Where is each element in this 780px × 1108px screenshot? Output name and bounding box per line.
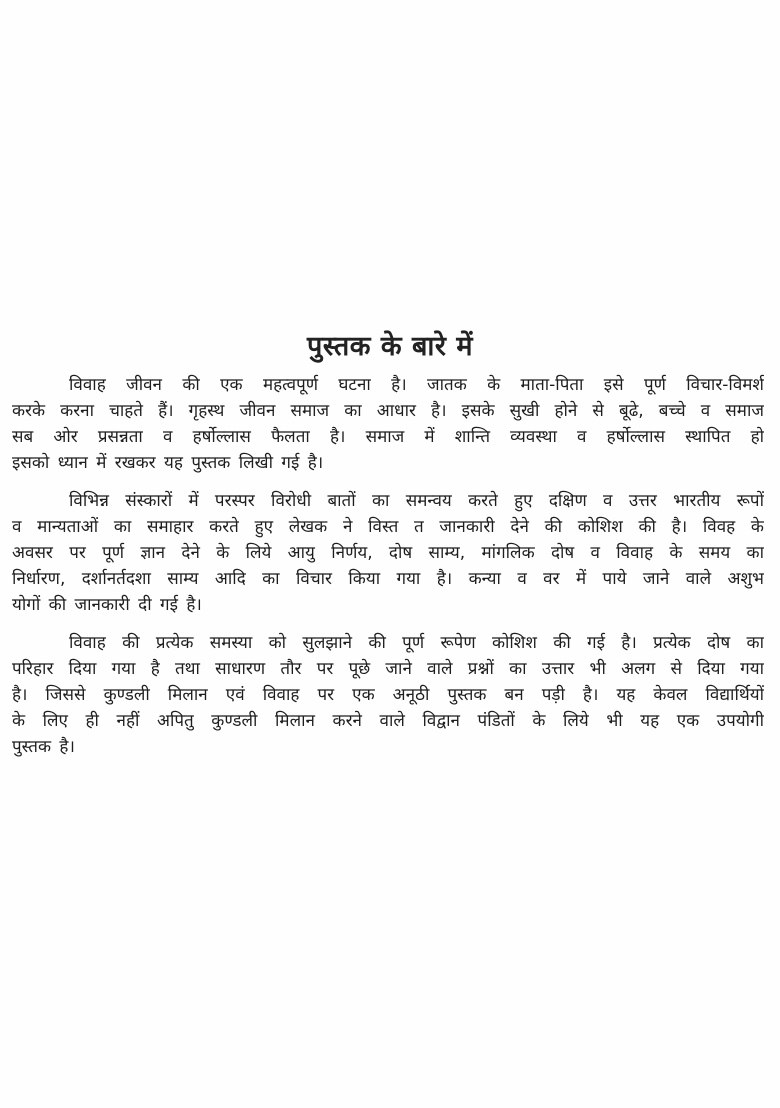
text-line: परिहार दिया गया है तथा साधारण तौर पर पूछे जाने वाले प्रश्नों का उत्तार भी अलग से दिया गया	[12, 659, 764, 679]
text-line: है। जिससे कुण्डली मिलान एवं विवाह पर एक अनूठी पुस्तक बन पड़ी है। यह केवल विद्यार्थियों	[12, 685, 764, 705]
text-line: करके करना चाहते हैं। गृहस्थ जीवन समाज का आधार है। इसके सुखी होने से बूढे, बच्चे व समाज	[12, 401, 764, 421]
page-title: पुस्तक के बारे में	[307, 331, 473, 362]
text-line: अवसर पर पूर्ण ज्ञान देने के लिये आयु निर्णय, दोष साम्य, मांगलिक दोष व विवाह के समय का	[12, 543, 764, 563]
text-line: निर्धारण, दर्शानर्तदशा साम्य आदि का विचार किया गया है। कन्या व वर में पाये जाने वाले अशुभ	[12, 569, 764, 589]
text-line: सब ओर प्रसन्नता व हर्षोल्लास फैलता है। समाज में शान्ति व्यवस्था व हर्षोल्लास स्थापित हो	[12, 427, 764, 447]
paragraph-2	[12, 488, 764, 618]
text-line: विभिन्न संस्कारों में परस्पर विरोधी बातों का समन्वय करते हुए दक्षिण व उत्तर भारतीय रूपों	[69, 491, 764, 511]
text-line: व मान्यताओं का समाहार करते हुए लेखक ने विस्त त जानकारी देने की कोशिश की है। विवह के	[12, 517, 764, 537]
text-line: योगों की जानकारी दी गई है।	[12, 595, 202, 615]
body-text	[12, 372, 764, 772]
text-line: इसको ध्यान में रखकर यह पुस्तक लिखी गई है।	[12, 453, 324, 473]
text-line: पुस्तक है।	[12, 737, 75, 757]
paragraph-1	[12, 372, 764, 476]
text-line: विवाह की प्रत्येक समस्या को सुलझाने की पूर्ण रूपेण कोशिश की गई है। प्रत्येक दोष का	[69, 633, 764, 653]
paragraph-3	[12, 630, 764, 760]
text-line: के लिए ही नहीं अपितु कुण्डली मिलान करने वाले विद्वान पंडितों के लिये भी यह एक उपयोगी	[12, 711, 764, 731]
text-line: विवाह जीवन की एक महत्वपूर्ण घटना है। जातक के माता-पिता इसे पूर्ण विचार-विमर्श	[69, 375, 764, 395]
